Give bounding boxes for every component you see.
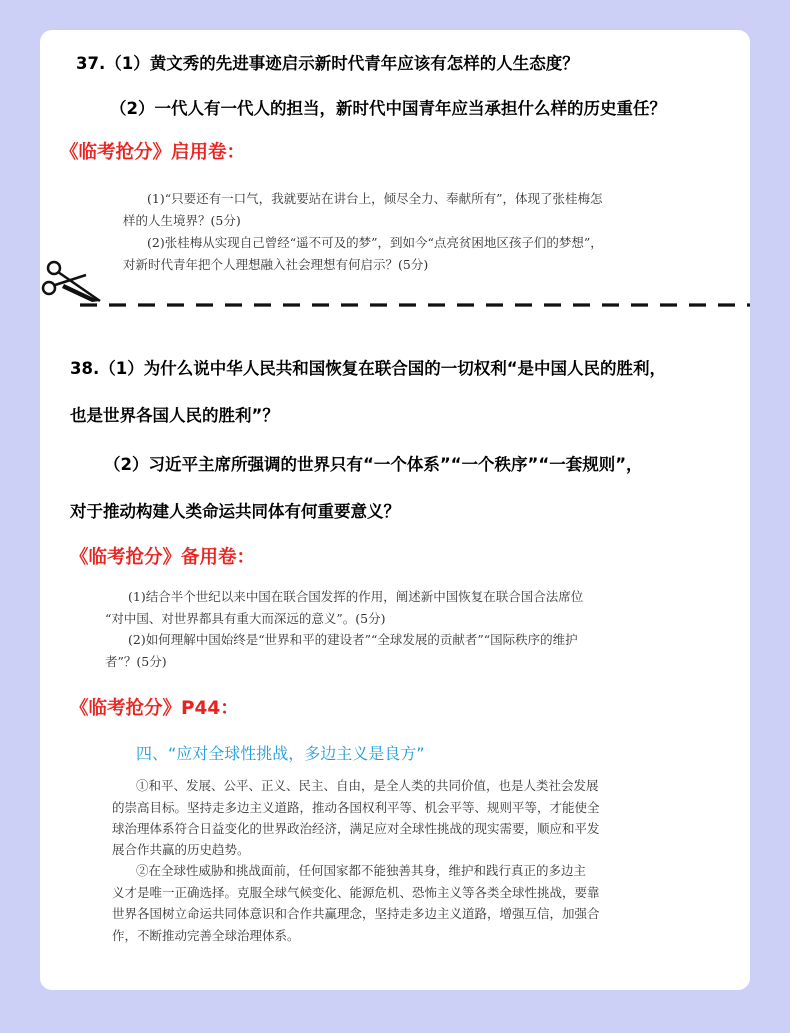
- sec3-line-5: ②在全球性威胁和挑战面前，任何国家都不能独善其身，维护和践行真正的多边主: [136, 863, 587, 878]
- cut-line: [80, 302, 750, 308]
- sec2-title: 《临考抢分》备用卷：: [70, 547, 256, 568]
- sec3-line-1: ①和平、发展、公平、正义、民主、自由，是全人类的共同价值，也是人类社会发展: [136, 778, 599, 793]
- sec1-line-2: 样的人生境界？(5分): [123, 213, 241, 228]
- sec3-line-6: 义才是唯一正确选择。克服全球气候变化、能源危机、恐怖主义等各类全球性挑战，要靠: [112, 885, 600, 900]
- q37-part1: 37.（1）黄文秀的先进事迹启示新时代青年应该有怎样的人生态度？: [76, 54, 579, 73]
- sec3-heading: 四、“应对全球性挑战，多边主义是良方”: [136, 744, 425, 763]
- document-card: [40, 30, 750, 990]
- sec3-line-4: 展合作共赢的历史趋势。: [112, 842, 250, 857]
- sec2-line-1: (1)结合半个世纪以来中国在联合国发挥的作用，阐述新中国恢复在联合国合法席位: [128, 589, 584, 604]
- sec2-line-3: (2)如何理解中国始终是“世界和平的建设者”“全球发展的贡献者”“国际秩序的维护: [128, 632, 578, 647]
- q38-part1-line2: 也是世界各国人民的胜利”？: [70, 406, 279, 425]
- sec2-line-2: “对中国、对世界都具有重大而深远的意义”。(5分): [105, 611, 386, 626]
- q38-part2-line2: 对于推动构建人类命运共同体有何重要意义？: [70, 502, 400, 521]
- q37-part2: （2）一代人有一代人的担当，新时代中国青年应当承担什么样的历史重任？: [110, 99, 666, 118]
- sec3-line-8: 作，不断推动完善全球治理体系。: [112, 928, 300, 943]
- q38-part1-line1: 38.（1）为什么说中华人民共和国恢复在联合国的一切权利“是中国人民的胜利，: [70, 359, 667, 378]
- q38-part2-line1: （2）习近平主席所强调的世界只有“一个体系”“一个秩序”“一套规则”，: [104, 455, 643, 474]
- sec3-title: 《临考抢分》P44：: [70, 698, 239, 719]
- sec3-line-7: 世界各国树立命运共同体意识和合作共赢理念，坚持走多边主义道路，增强互信，加强合: [112, 906, 600, 921]
- sec1-line-1: (1)“只要还有一口气，我就要站在讲台上，倾尽全力、奉献所有”，体现了张桂梅怎: [147, 191, 603, 206]
- sec2-line-4: 者”？(5分): [105, 654, 167, 669]
- sec1-line-4: 对新时代青年把个人理想融入社会理想有何启示？(5分): [123, 257, 429, 272]
- sec1-title: 《临考抢分》启用卷：: [60, 142, 246, 163]
- sec1-line-3: (2)张桂梅从实现自己曾经“遥不可及的梦”，到如今“点亮贫困地区孩子们的梦想”，: [147, 235, 603, 250]
- sec3-line-2: 的崇高目标。坚持走多边主义道路，推动各国权利平等、机会平等、规则平等，才能使全: [112, 800, 600, 815]
- sec3-line-3: 球治理体系符合日益变化的世界政治经济，满足应对全球性挑战的现实需要，顺应和平发: [112, 821, 600, 836]
